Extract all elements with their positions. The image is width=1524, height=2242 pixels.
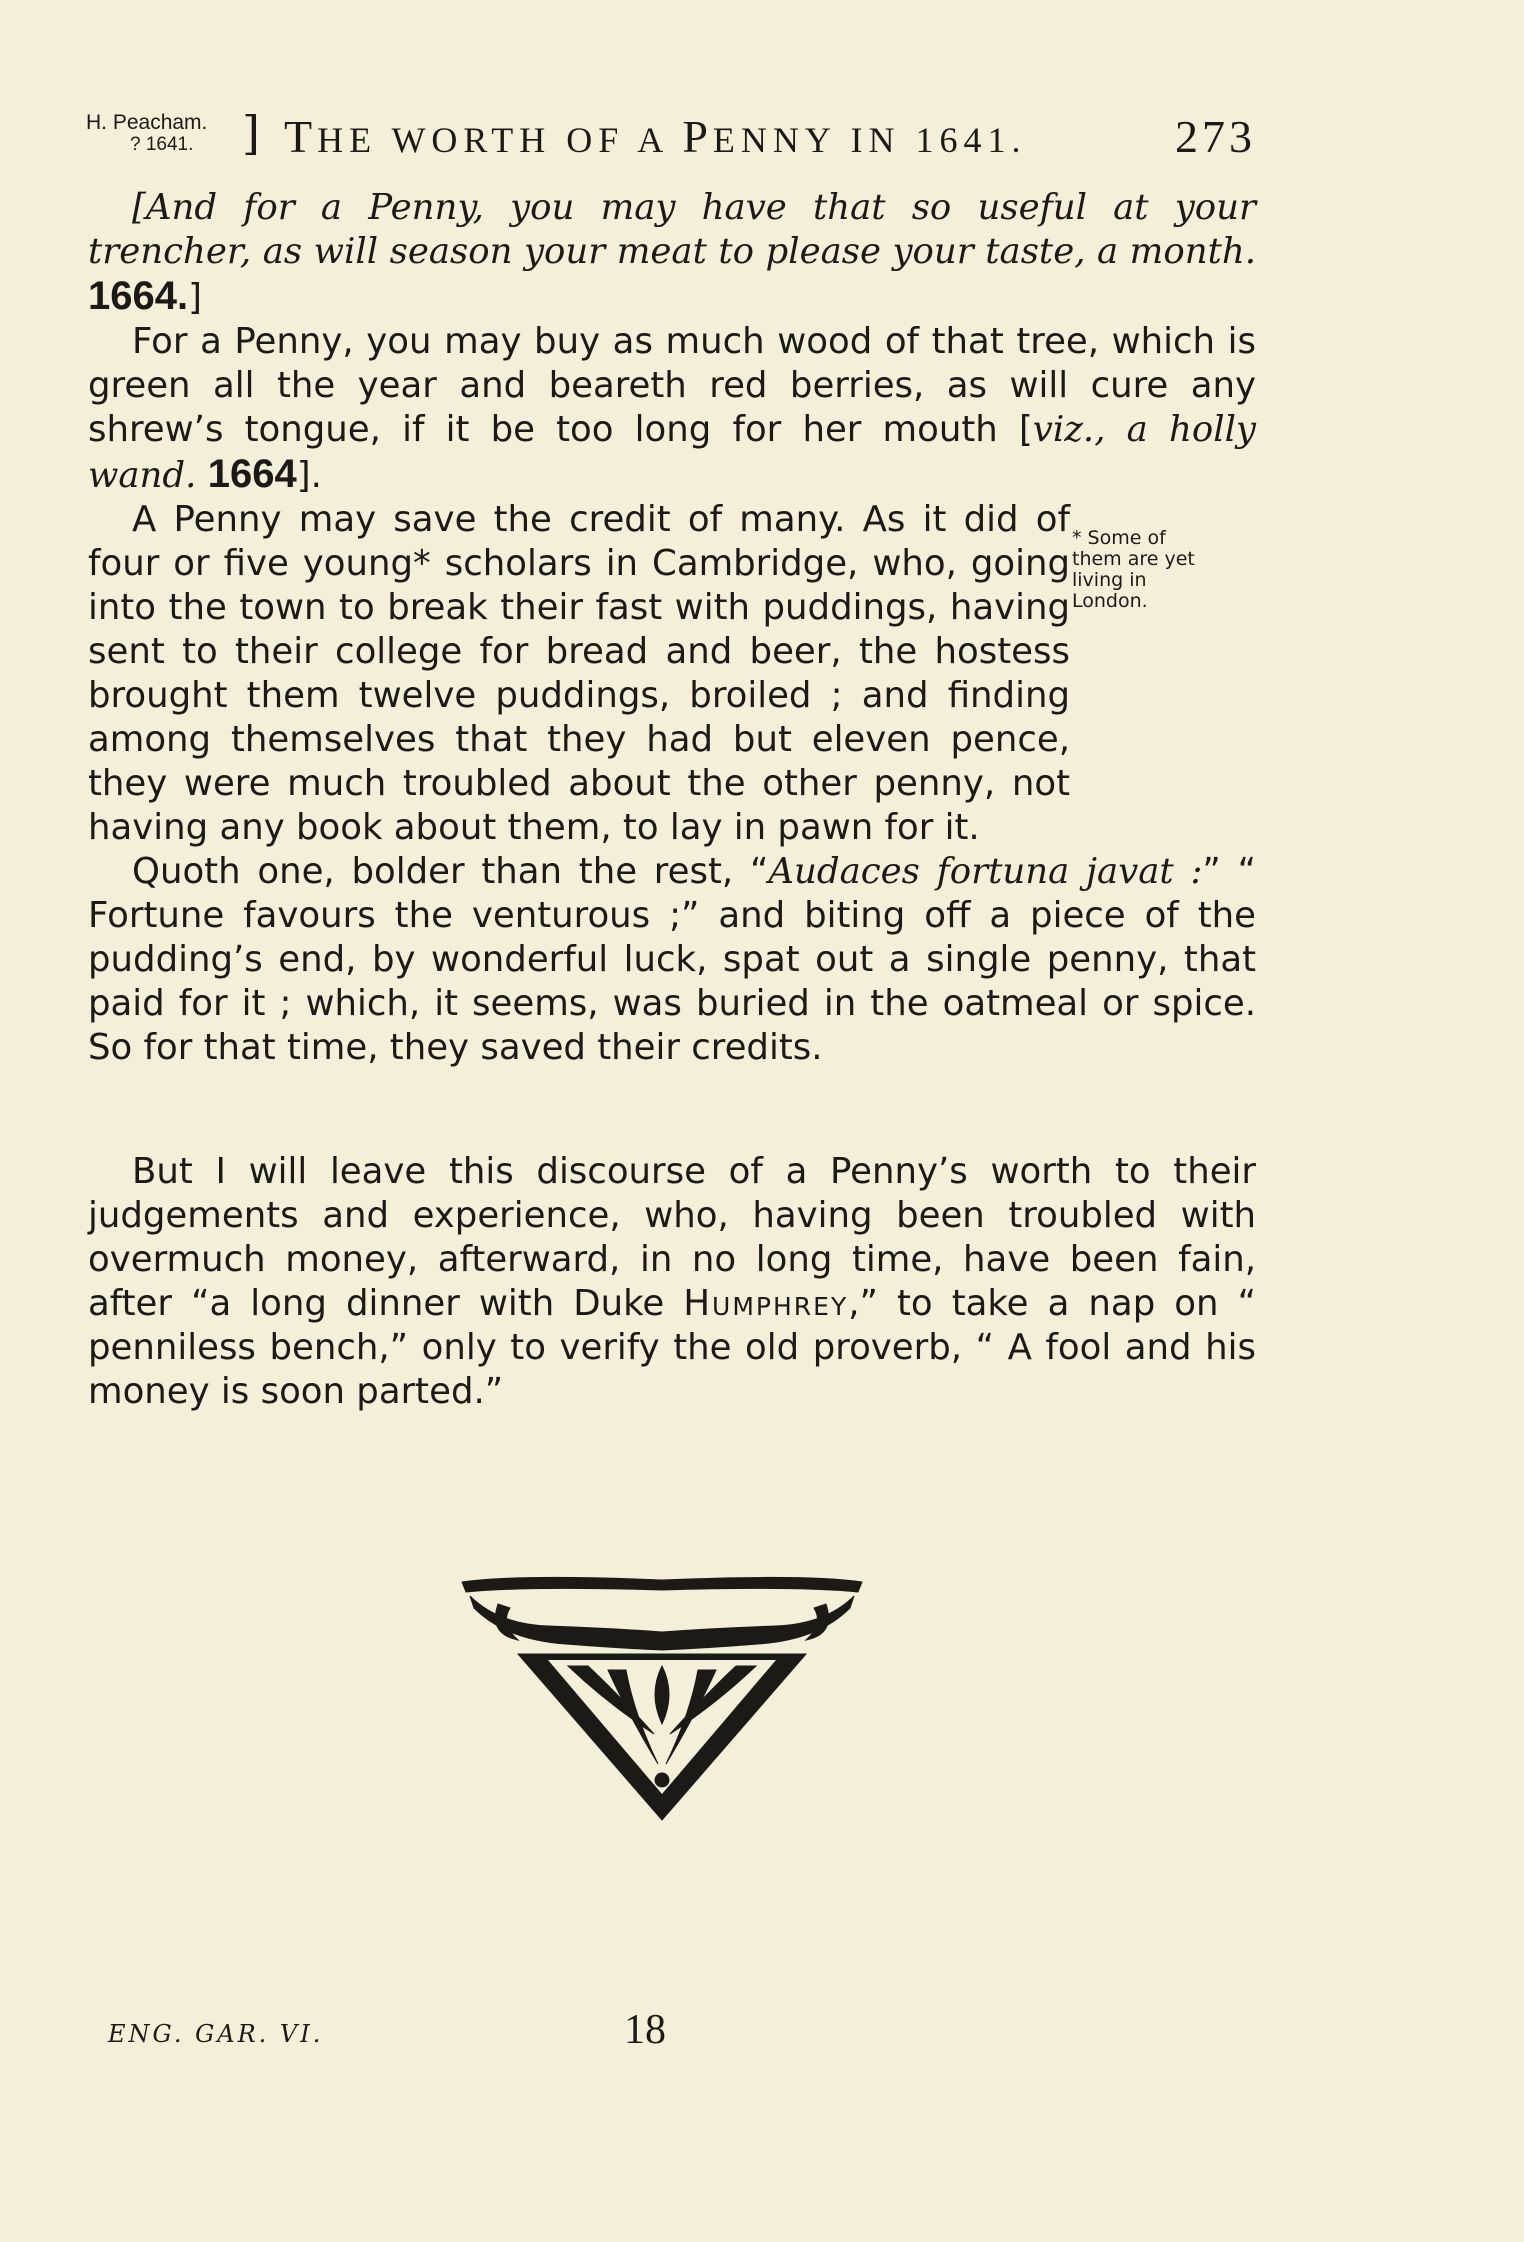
paragraph-5: But I will leave this discourse of a Penny’s worth to their judgements and experience, who, having been troubled with overmuch money, afterward, in no long time, have been fain, after “a long dinner with Duke Humphrey,” to take a nap on “ penniless bench,” only to verify the old proverb, “ A fool and his money is soon parted.”: [88, 1151, 1256, 1412]
section-gap: [88, 1070, 1256, 1150]
paragraph-2: For a Penny, you may buy as much wood of that tree, which is green all the year and beareth red berries, as will cure any shrew’s tongue, if it be too long for her mouth [viz., a holly wand. 1664].: [88, 321, 1256, 496]
signature-number: 18: [624, 2007, 666, 2053]
body-text: [88, 186, 1256, 1414]
author-name: H. Peacham.: [86, 111, 208, 134]
paragraph-4: Quoth one, bolder than the rest, “Audaces fortuna javat :” “ Fortune favours the venturous ;” and biting off a piece of the pudding’s end, by wonderful luck, spat out a single penny, that paid for it ; which, it seems, was buried in the oatmeal or spice. So for that time, they saved their credits.: [88, 851, 1256, 1068]
paragraph-1: [And for a Penny, you may have that so useful at your trencher, as will season your meat to please your taste, a month. 1664.]: [88, 187, 1256, 318]
author-date: ? 1641.: [130, 134, 194, 155]
running-header: [86, 104, 1256, 164]
signature-mark: ENG. GAR. VI.: [108, 2020, 324, 2048]
fleuron-ornament-icon: [458, 1574, 866, 1824]
header-bracket: ]: [242, 106, 260, 160]
page-number: 273: [1175, 111, 1256, 162]
paragraph-3: A Penny may save the credit of many. As it did of four or five young* scholars in Cambridge, who, going into the town to break their fast with puddings, having sent to their college for bread and beer, the hostess brought them twelve puddings, broiled ; and finding among themselves that they had but eleven pence, they were much troubled about the other penny, not having any book about them, to lay in pawn for it.: [88, 499, 1070, 848]
header-author: [86, 112, 207, 156]
page-title: THE WORTH OF A PENNY IN 1641.: [284, 111, 1027, 162]
margin-note: * Some of them are yet living in London.: [1072, 527, 1195, 612]
